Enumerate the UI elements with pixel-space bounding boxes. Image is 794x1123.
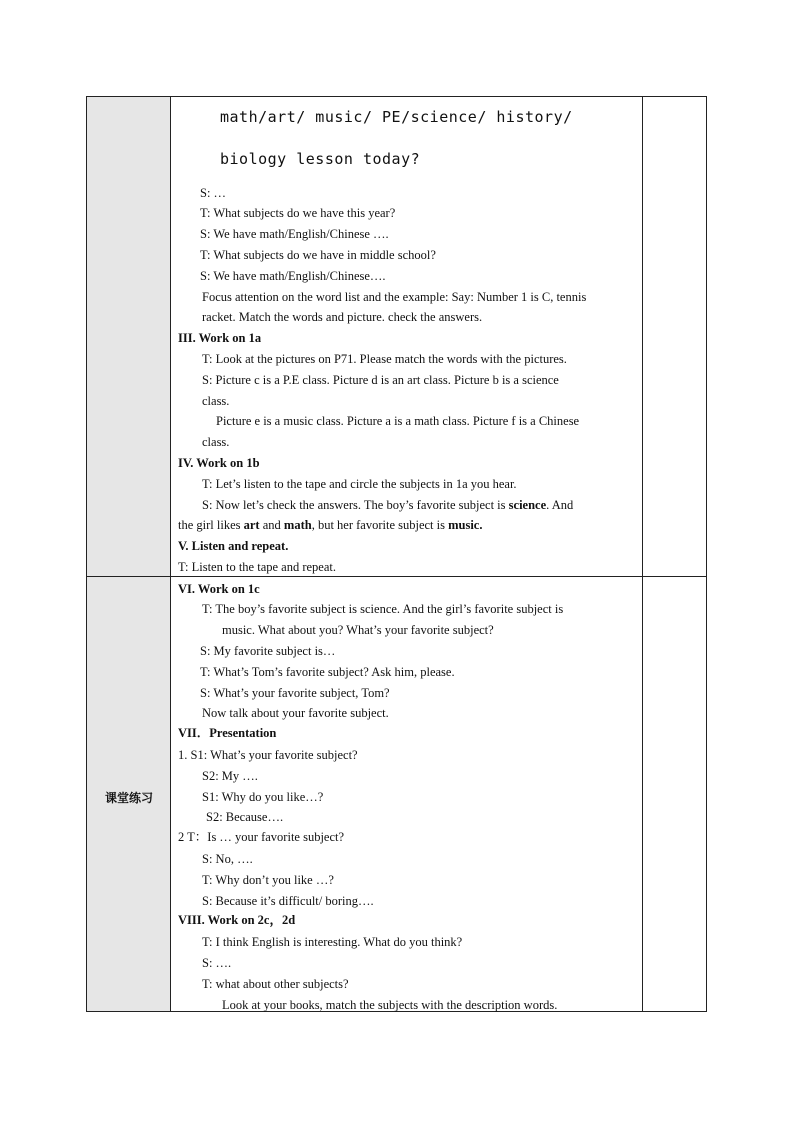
section-heading: III. Work on 1a [178,331,262,345]
text-run: , but her favorite subject is [311,518,449,532]
dialogue-line: S: We have math/English/Chinese…. [200,269,386,283]
dialogue-line: T: What subjects do we have in middle school? [200,248,436,262]
dialogue-line: T: I think English is interesting. What do you think? [202,935,463,949]
dialogue-line: S2: Because…. [206,810,284,824]
text-run: the girl likes [178,518,244,532]
instruction-line: Focus attention on the word list and the example: Say: Number 1 is C, tennis [202,290,587,304]
dialogue-line: S: My favorite subject is… [200,644,336,658]
dialogue-line: S: Because it’s difficult/ boring…. [202,894,374,908]
instruction-line: Now talk about your favorite subject. [202,706,389,720]
dialogue-line: T: Let’s listen to the tape and circle the subjects in 1a you hear. [202,477,517,491]
dialogue-line: music. What about you? What’s your favorite subject? [222,623,494,637]
dialogue-line: T: The boy’s favorite subject is science. And the girl’s favorite subject is [202,602,564,616]
dialogue-line: S: …. [202,956,232,970]
emphasis-run: math [283,518,312,532]
mono-line-2: biology lesson today? [220,150,421,168]
emphasis-run: science [508,498,547,512]
dialogue-line: T: Why don’t you like …? [202,873,334,887]
section-heading: VI. Work on 1c [178,582,260,596]
dialogue-line: class. [202,435,230,449]
section-heading: IV. Work on 1b [178,456,260,470]
dialogue-line: T: what about other subjects? [202,977,349,991]
dialogue-line [202,498,573,513]
emphasis-run: music. [448,518,483,532]
text-run: S: Now let’s check the answers. The boy’s favorite subject is [202,498,509,512]
text-run: . And [546,498,574,512]
dialogue-line: S: … [200,186,227,200]
dialogue-line: T: Listen to the tape and repeat. [178,560,336,574]
dialogue-line: 1. S1: What’s your favorite subject? [178,748,358,762]
dialogue-line: class. [202,394,230,408]
section-heading: VIII. Work on 2c，2d [178,913,296,927]
emphasis-run: art [243,518,260,532]
dialogue-line: S: What’s your favorite subject, Tom? [200,686,390,700]
dialogue-line: 2 T：Is … your favorite subject? [178,830,345,844]
label-column [87,97,171,1011]
mono-line-1: math/art/ music/ PE/science/ history/ [220,108,573,126]
dialogue-line: S2: My …. [202,769,258,783]
dialogue-line: T: What’s Tom’s favorite subject? Ask him, please. [200,665,455,679]
dialogue-line: T: Look at the pictures on P71. Please match the words with the pictures. [202,352,567,366]
dialogue-line [178,518,482,533]
instruction-line: racket. Match the words and picture. check the answers. [202,310,483,324]
right-column-divider [642,97,643,1011]
row-divider [87,576,706,577]
dialogue-line: S: We have math/English/Chinese …. [200,227,389,241]
dialogue-line: S1: Why do you like…? [202,790,324,804]
dialogue-line: Picture e is a music class. Picture a is a math class. Picture f is a Chinese [216,414,580,428]
dialogue-line: T: What subjects do we have this year? [200,206,396,220]
lesson-table [86,96,707,1012]
instruction-line: Look at your books, match the subjects with the description words. [222,998,558,1012]
row-label-classroom-practice: 课堂练习 [104,791,153,805]
dialogue-line: S: No, …. [202,852,253,866]
text-run: and [259,518,284,532]
section-heading: V. Listen and repeat. [178,539,289,553]
section-heading: VII．Presentation [178,726,277,740]
dialogue-line: S: Picture c is a P.E class. Picture d is an art class. Picture b is a science [202,373,559,387]
